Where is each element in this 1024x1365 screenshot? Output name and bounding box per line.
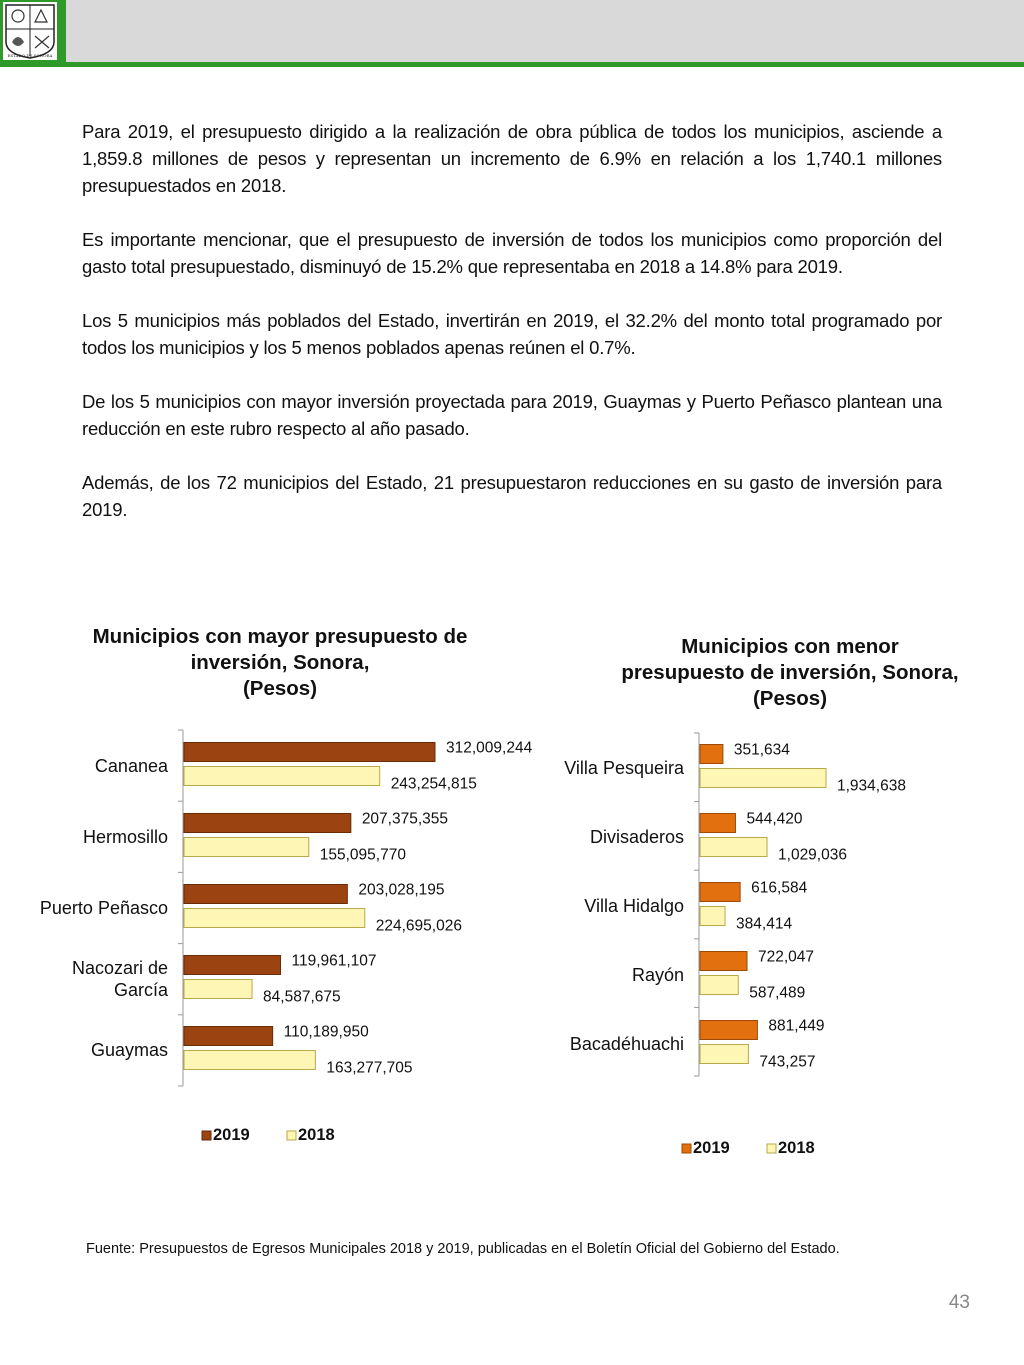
bar-2019: [184, 956, 281, 975]
legend-swatch-2019: [682, 1144, 691, 1153]
category-label: Puerto Peñasco: [39, 898, 168, 918]
data-label-2018: 163,277,705: [326, 1059, 413, 1077]
category-label: Guaymas: [90, 1040, 168, 1060]
bar-2019: [184, 885, 347, 904]
bar-2018: [184, 909, 365, 928]
chart-title-line: Municipios con menor: [681, 635, 899, 658]
data-label-2019: 351,634: [733, 741, 790, 759]
legend-label-2018: 2018: [298, 1126, 335, 1144]
chart-title-line: (Pesos): [752, 687, 828, 710]
data-label-2018: 155,095,770: [319, 846, 406, 864]
bar-2018: [184, 838, 309, 857]
data-label-2019: 722,047: [758, 948, 815, 966]
data-label-2019: 544,420: [746, 810, 803, 828]
data-label-2018: 243,254,815: [390, 775, 477, 793]
bar-2018: [700, 838, 767, 857]
legend-label-2019: 2019: [693, 1139, 730, 1157]
data-label-2018: 84,587,675: [263, 988, 341, 1006]
category-label: Divisaderos: [589, 827, 684, 847]
chart-title-line: inversión, Sonora,: [190, 651, 370, 674]
legend-swatch-2018: [767, 1144, 776, 1153]
data-label-2018: 743,257: [759, 1053, 816, 1071]
bar-2019: [700, 1021, 757, 1040]
category-label: Villa Hidalgo: [584, 896, 684, 916]
chart-title-line: presupuesto de inversión, Sonora,: [621, 661, 959, 684]
category-label: Bacadéhuachi: [569, 1034, 684, 1054]
bar-2018: [700, 907, 725, 926]
chart-title-line: Municipios con mayor presupuesto de: [92, 625, 468, 648]
category-label: Cananea: [94, 756, 168, 776]
data-label-2019: 119,961,107: [291, 952, 377, 970]
data-label-2018: 224,695,026: [375, 917, 462, 935]
category-label: Villa Pesqueira: [564, 758, 684, 778]
category-label: García: [113, 980, 168, 1000]
bar-2019: [184, 814, 351, 833]
legend-swatch-2018: [287, 1131, 296, 1140]
data-label-2019: 881,449: [768, 1017, 825, 1035]
page-number: 43: [948, 1292, 970, 1313]
category-label: Rayón: [631, 965, 684, 985]
legend-swatch-2019: [202, 1131, 211, 1140]
bar-2019: [700, 745, 723, 764]
data-label-2018: 1,029,036: [778, 846, 847, 864]
bar-2019: [184, 1027, 273, 1046]
paragraph: Además, de los 72 municipios del Estado, 21 presupuestaron reducciones en su gasto de inversión para 2019.: [82, 472, 942, 520]
bar-2018: [184, 980, 252, 999]
source-footnote: Fuente: Presupuestos de Egresos Municipales 2018 y 2019, publicadas en el Boletín Oficial del Gobierno del Estado.: [86, 1241, 840, 1257]
data-label-2019: 203,028,195: [358, 881, 445, 899]
paragraph: Los 5 municipios más poblados del Estado, invertirán en 2019, el 32.2% del monto total programado por todos los municipios y los 5 menos poblados apenas reúnen el 0.7%.: [82, 310, 942, 358]
data-label-2018: 587,489: [749, 984, 806, 1002]
legend-label-2019: 2019: [213, 1126, 250, 1144]
logo-caption: ESTADO DE SONORA: [7, 53, 53, 58]
data-label-2019: 616,584: [751, 879, 808, 897]
bar-2018: [700, 769, 826, 788]
paragraph: Para 2019, el presupuesto dirigido a la realización de obra pública de todos los municipios, asciende a 1,859.8 millones de pesos y representan un incremento de 6.9% en relación a los 1,740.1 millones presupuestados en 2018.: [82, 121, 942, 196]
bar-2018: [700, 1045, 748, 1064]
legend-label-2018: 2018: [778, 1139, 815, 1157]
bar-2019: [184, 743, 435, 762]
data-label-2018: 384,414: [736, 915, 793, 933]
bar-2019: [700, 952, 747, 971]
category-label: Nacozari de: [71, 958, 168, 978]
data-label-2019: 207,375,355: [361, 810, 449, 828]
bar-2019: [700, 814, 735, 833]
paragraph: De los 5 municipios con mayor inversión proyectada para 2019, Guaymas y Puerto Peñasco plantean una reducción en este rubro respecto al año pasado.: [82, 391, 942, 439]
category-label: Hermosillo: [82, 827, 168, 847]
bar-2018: [184, 767, 380, 786]
bar-2018: [184, 1051, 315, 1070]
bar-2019: [700, 883, 740, 902]
paragraph: Es importante mencionar, que el presupuesto de inversión de todos los municipios como proporción del gasto total presupuestado, disminuyó de 15.2% que representaba en 2018 a 14.8% para 2019.: [82, 229, 942, 277]
bar-2018: [700, 976, 738, 995]
data-label-2018: 1,934,638: [837, 777, 906, 795]
data-label-2019: 110,189,950: [283, 1023, 369, 1041]
chart-title-line: (Pesos): [242, 677, 318, 700]
data-label-2019: 312,009,244: [446, 739, 533, 757]
